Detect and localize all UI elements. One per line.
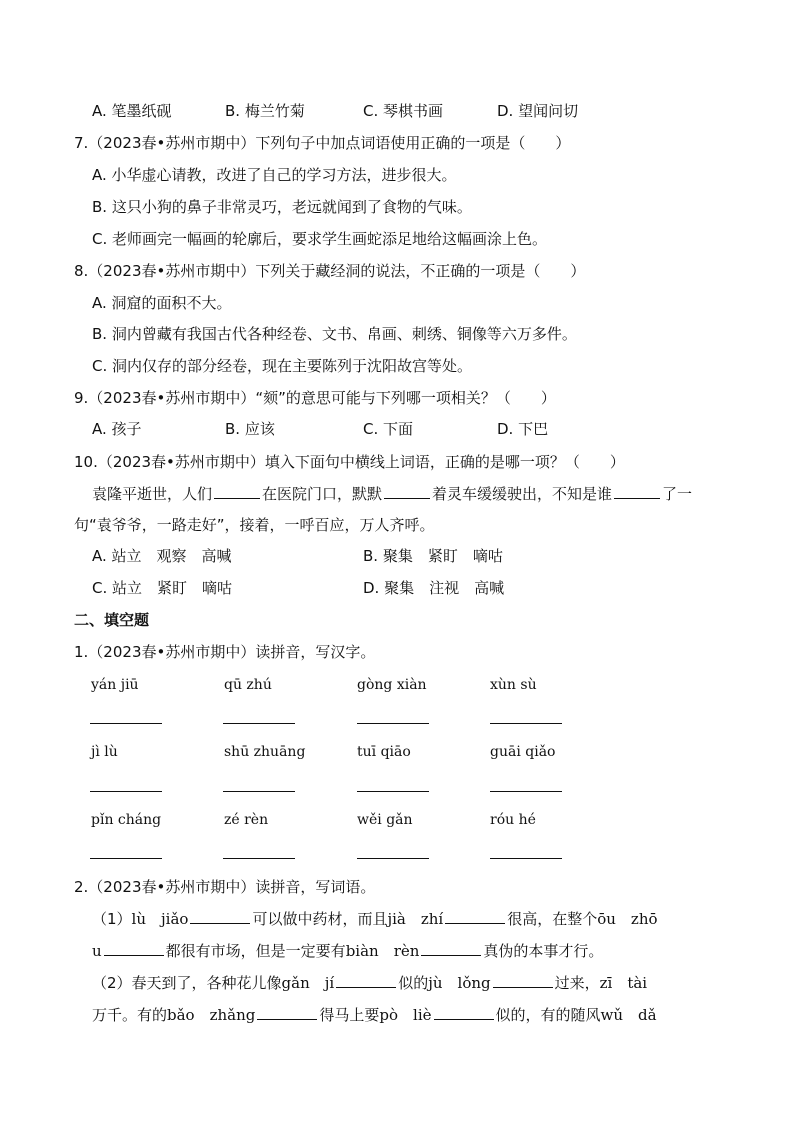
- f1-pinyin-12: róu hé: [490, 812, 536, 828]
- f2-blank-2[interactable]: [445, 907, 505, 924]
- q10-option-c: C. 站立 紧盯 嘀咕: [92, 579, 233, 597]
- q7-option-b: B. 这只小狗的鼻子非常灵巧，老远就闻到了食物的气味。: [92, 198, 472, 216]
- q10-blank-3[interactable]: [614, 482, 660, 499]
- f1-pinyin-4: xùn sù: [490, 677, 537, 693]
- f2-l3-text-1: （2）春天到了，各种花儿像: [92, 974, 282, 992]
- f1-answer-line-5[interactable]: [90, 791, 162, 792]
- q9-option-c: C. 下面: [363, 420, 414, 438]
- f2-line-2: [92, 939, 754, 963]
- q10-option-d: D. 聚集 注视 高喊: [363, 579, 505, 597]
- f1-answer-line-12[interactable]: [490, 858, 562, 859]
- f1-answer-line-6[interactable]: [223, 791, 295, 792]
- f2-l1-text-1: 可以做中药材，而且: [252, 910, 388, 928]
- f2-pinyin-wudao: wǔ dǎ: [600, 1006, 657, 1024]
- f2-l3-text-3: 过来，: [554, 974, 600, 992]
- f1-answer-line-10[interactable]: [223, 858, 295, 859]
- q6-option-c: C. 琴棋书画: [363, 102, 444, 120]
- f2-pinyin-zitai: zī tài: [599, 974, 648, 992]
- section-title-fill-in: 二、填空题: [74, 611, 150, 629]
- f1-answer-line-8[interactable]: [490, 791, 562, 792]
- f2-l2-text-2: 真伪的本事才行。: [483, 942, 604, 960]
- q9-option-d: D. 下巴: [497, 420, 549, 438]
- f2-l1-prefix: （1）: [92, 910, 132, 928]
- q10-passage-line2: 句“袁爷爷，一路走好”，接着，一呼百应，万人齐呼。: [74, 516, 435, 534]
- f2-pinyin-jiazhi: jià zhí: [387, 910, 444, 928]
- f2-stem: 2.（2023春•苏州市期中）读拼音，写词语。: [74, 878, 376, 896]
- q10-option-a: A. 站立 观察 高喊: [92, 547, 232, 565]
- q10-passage-part1: 袁隆平逝世，人们: [92, 485, 213, 503]
- f2-blank-8[interactable]: [434, 1003, 494, 1020]
- q6-option-b: B. 梅兰竹菊: [225, 102, 305, 120]
- f2-l4-text-3: 似的，有的随风: [495, 1006, 601, 1024]
- q9-option-b: B. 应该: [225, 420, 275, 438]
- f2-blank-5[interactable]: [336, 971, 396, 988]
- f1-answer-line-3[interactable]: [357, 723, 429, 724]
- q8-option-c: C. 洞内仅存的部分经卷，现在主要陈列于沈阳故宫等处。: [92, 357, 473, 375]
- f2-pinyin-ouzhou-part1: ōu zhō: [597, 910, 658, 928]
- q9-stem: 9.（2023春•苏州市期中）“颏”的意思可能与下列哪一项相关？（ ）: [74, 389, 556, 407]
- f2-pinyin-ganji: gǎn jí: [281, 974, 335, 992]
- q7-stem: 7.（2023春•苏州市期中）下列句子中加点词语使用正确的一项是（ ）: [74, 134, 571, 152]
- f2-l2-text-1: 都很有市场，但是一定要有: [165, 942, 346, 960]
- f1-answer-line-11[interactable]: [357, 858, 429, 859]
- q7-option-c: C. 老师画完一幅画的轮廓后，要求学生画蛇添足地给这幅画涂上色。: [92, 230, 548, 248]
- f1-stem: 1.（2023春•苏州市期中）读拼音，写汉字。: [74, 643, 376, 661]
- f2-l3-text-2: 似的: [398, 974, 429, 992]
- f2-blank-4[interactable]: [421, 939, 481, 956]
- f2-blank-1[interactable]: [190, 907, 250, 924]
- f2-pinyin-julong: jù lǒng: [428, 974, 491, 992]
- f2-pinyin-baozhang: bǎo zhǎng: [167, 1006, 256, 1024]
- f1-answer-line-2[interactable]: [223, 723, 295, 724]
- q10-stem: 10.（2023春•苏州市期中）填入下面句中横线上词语，正确的是哪一项？（ ）: [74, 453, 625, 471]
- q6-option-a: A. 笔墨纸砚: [92, 102, 172, 120]
- q8-option-a: A. 洞窟的面积不大。: [92, 294, 232, 312]
- f1-pinyin-2: qū zhú: [224, 677, 272, 693]
- f2-l4-text-2: 得马上要: [319, 1006, 380, 1024]
- f2-pinyin-ouzhou-part2: u: [92, 942, 102, 960]
- f2-blank-3[interactable]: [104, 939, 164, 956]
- f2-line-3: [92, 971, 754, 995]
- q10-passage-part3: 着灵车缓缓驶出，不知是谁: [432, 485, 613, 503]
- q10-blank-2[interactable]: [384, 482, 430, 499]
- q6-option-d: D. 望闻问切: [497, 102, 579, 120]
- f1-pinyin-10: zé rèn: [224, 812, 269, 828]
- f1-pinyin-7: tuī qiāo: [357, 744, 411, 760]
- f2-pinyin-bianren: biàn rèn: [345, 942, 420, 960]
- f1-pinyin-3: gòng xiàn: [357, 677, 427, 693]
- q10-passage-line1: [92, 482, 746, 506]
- q8-option-b: B. 洞内曾藏有我国古代各种经卷、文书、帛画、刺绣、铜像等六万多件。: [92, 325, 577, 343]
- q10-option-b: B. 聚集 紧盯 嘀咕: [363, 547, 503, 565]
- q10-passage-part4: 了一: [662, 485, 693, 503]
- q8-stem: 8.（2023春•苏州市期中）下列关于藏经洞的说法，不正确的一项是（ ）: [74, 262, 586, 280]
- f2-blank-7[interactable]: [257, 1003, 317, 1020]
- f2-pinyin-polie: pò liè: [379, 1006, 432, 1024]
- f1-pinyin-1: yán jiū: [91, 677, 139, 693]
- f1-answer-line-1[interactable]: [90, 723, 162, 724]
- f1-answer-line-7[interactable]: [357, 791, 429, 792]
- f1-pinyin-9: pǐn cháng: [91, 812, 162, 828]
- f1-pinyin-6: shū zhuāng: [224, 744, 306, 760]
- q10-blank-1[interactable]: [214, 482, 260, 499]
- f1-answer-line-9[interactable]: [90, 858, 162, 859]
- f2-line-1: [92, 907, 754, 931]
- f2-pinyin-lujiao: lù jiǎo: [131, 910, 189, 928]
- f2-blank-6[interactable]: [493, 971, 553, 988]
- f1-pinyin-11: wěi gǎn: [357, 812, 413, 828]
- f2-line-4: [92, 1003, 754, 1027]
- q7-option-a: A. 小华虚心请教，改进了自己的学习方法，进步很大。: [92, 166, 457, 184]
- f1-pinyin-5: jì lù: [91, 744, 118, 760]
- f1-pinyin-8: guāi qiǎo: [490, 744, 556, 760]
- f1-answer-line-4[interactable]: [490, 723, 562, 724]
- f2-l4-text-1: 万千。有的: [92, 1006, 168, 1024]
- f2-l1-text-2: 很高，在整个: [507, 910, 598, 928]
- q10-passage-part2: 在医院门口，默默: [262, 485, 383, 503]
- q9-option-a: A. 孩子: [92, 420, 142, 438]
